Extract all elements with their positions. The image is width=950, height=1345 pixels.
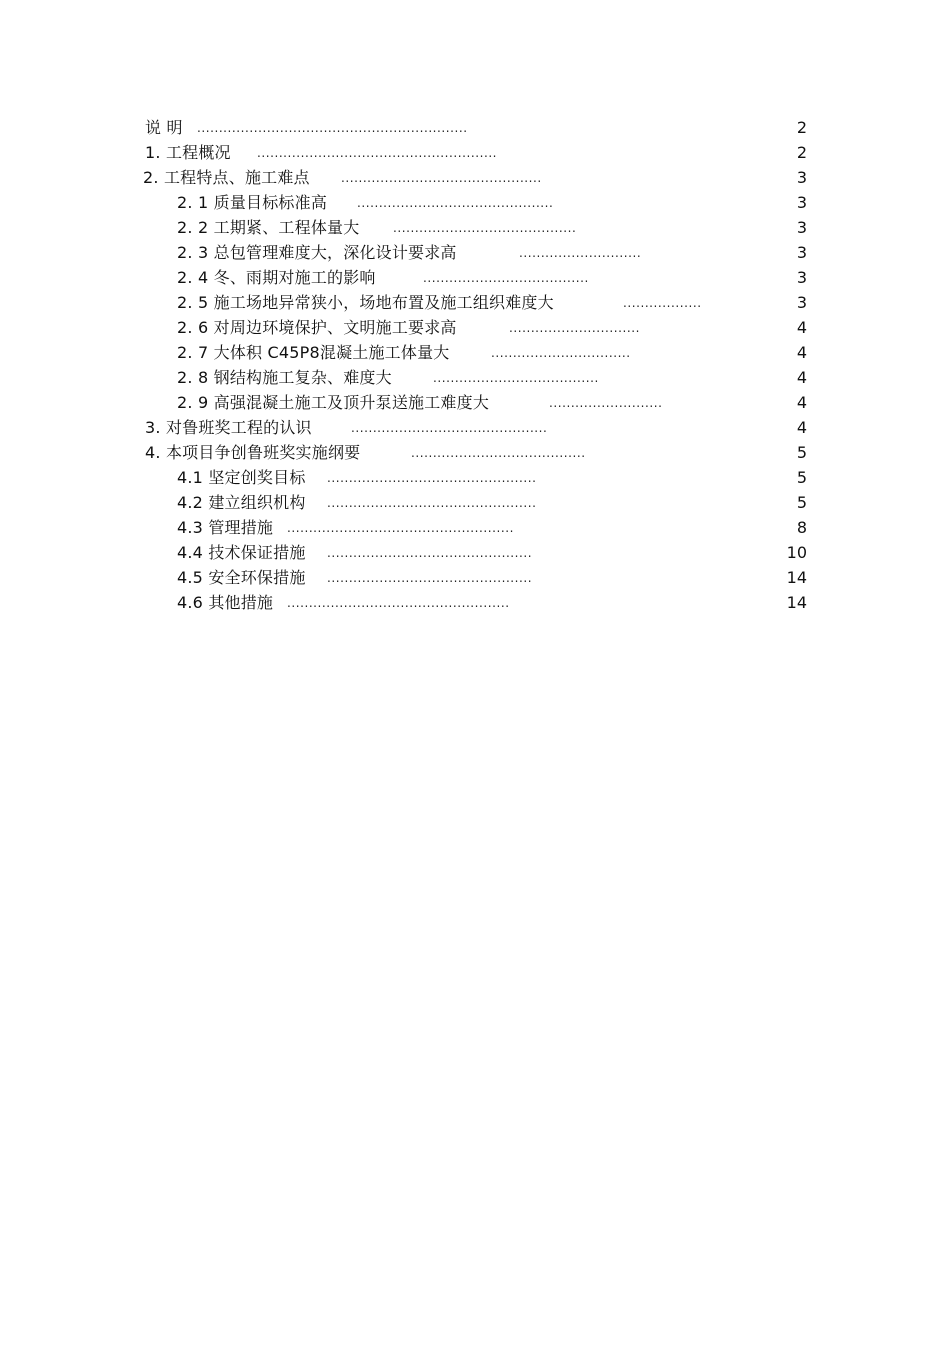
toc-page-number: 2 [796, 143, 807, 162]
toc-page-number: 4 [796, 318, 807, 337]
toc-entry-title: 2. 9 高强混凝土施工及顶升泵送施工难度大 [177, 393, 490, 412]
toc-entry-2-7[interactable] [0, 341, 950, 365]
toc-page-number: 3 [796, 243, 807, 262]
toc-leader-dots: ............................ [519, 246, 642, 260]
toc-page-number: 3 [796, 293, 807, 312]
toc-entry-title: 2. 8 钢结构施工复杂、难度大 [177, 368, 392, 387]
toc-entry-4-2[interactable] [0, 491, 950, 515]
toc-leader-dots: ....................................................... [257, 146, 498, 160]
toc-leader-dots: ...................................... [423, 271, 589, 285]
toc-page-number: 5 [796, 493, 807, 512]
toc-page-number: 5 [796, 443, 807, 462]
toc-leader-dots: ............................................. [351, 421, 548, 435]
toc-leader-dots: .................. [623, 296, 702, 310]
toc-leader-dots: .................................................... [287, 521, 514, 535]
toc-entry-title: 4.1 坚定创奖目标 [177, 468, 306, 487]
toc-entry-title: 2. 1 质量目标标准高 [177, 193, 328, 212]
toc-entry-title: 4.2 建立组织机构 [177, 493, 306, 512]
toc-leader-dots: ............................................... [327, 571, 533, 585]
toc-entry-title: 4.5 安全环保措施 [177, 568, 306, 587]
toc-entry-1[interactable] [0, 141, 950, 165]
toc-entry-4-6[interactable] [0, 591, 950, 615]
toc-page-number: 14 [786, 568, 807, 587]
toc-entry-title: 2. 2 工期紧、工程体量大 [177, 218, 360, 237]
toc-entry-2-3[interactable] [0, 241, 950, 265]
toc-entry-2[interactable] [0, 166, 950, 190]
toc-entry-2-9[interactable] [0, 391, 950, 415]
toc-leader-dots: ................................................ [327, 496, 537, 510]
toc-page-number: 14 [786, 593, 807, 612]
toc-entry-title: 4.6 其他措施 [177, 593, 274, 612]
toc-leader-dots: .......................................... [393, 221, 577, 235]
toc-page-number: 3 [796, 218, 807, 237]
toc-page-number: 10 [786, 543, 807, 562]
toc-page-number: 5 [796, 468, 807, 487]
toc-leader-dots: ................................ [491, 346, 631, 360]
toc-entry-title: 2. 7 大体积 C45P8混凝土施工体量大 [177, 343, 450, 362]
toc-leader-dots: ............................................... [327, 546, 533, 560]
toc-entry-2-6[interactable] [0, 316, 950, 340]
toc-leader-dots: .............................. [509, 321, 640, 335]
toc-entry-title: 4.3 管理措施 [177, 518, 274, 537]
toc-entry-title: 1. 工程概况 [145, 143, 231, 162]
toc-entry-4[interactable] [0, 441, 950, 465]
toc-entry-title: 说 明 [145, 118, 183, 137]
toc-page-number: 4 [796, 393, 807, 412]
toc-entry-4-1[interactable] [0, 466, 950, 490]
toc-page-number: 2 [796, 118, 807, 137]
toc-entry-title: 2. 3 总包管理难度大，深化设计要求高 [177, 243, 457, 262]
toc-entry-2-8[interactable] [0, 366, 950, 390]
toc-entry-4-5[interactable] [0, 566, 950, 590]
toc-entry-2-5[interactable] [0, 291, 950, 315]
toc-page-number: 4 [796, 368, 807, 387]
toc-leader-dots: ................................................... [287, 596, 510, 610]
toc-entry-2-2[interactable] [0, 216, 950, 240]
toc-leader-dots: .............................................. [341, 171, 542, 185]
toc-leader-dots: ...................................... [433, 371, 599, 385]
toc-entry-preface[interactable] [0, 116, 950, 140]
toc-entry-title: 3. 对鲁班奖工程的认识 [145, 418, 312, 437]
toc-entry-4-4[interactable] [0, 541, 950, 565]
toc-page-number: 3 [796, 168, 807, 187]
toc-leader-dots: ............................................. [357, 196, 554, 210]
toc-page-number: 4 [796, 418, 807, 437]
toc-entry-title: 2. 5 施工场地异常狭小，场地布置及施工组织难度大 [177, 293, 554, 312]
toc-entry-2-4[interactable] [0, 266, 950, 290]
toc-entry-title: 4.4 技术保证措施 [177, 543, 306, 562]
toc-page-number: 4 [796, 343, 807, 362]
toc-page-number: 3 [796, 193, 807, 212]
toc-entry-3[interactable] [0, 416, 950, 440]
toc-entry-2-1[interactable] [0, 191, 950, 215]
toc-entry-4-3[interactable] [0, 516, 950, 540]
toc-page-number: 8 [796, 518, 807, 537]
toc-leader-dots: .......................... [549, 396, 663, 410]
toc-leader-dots: .............................................................. [197, 121, 468, 135]
toc-entry-title: 2. 6 对周边环境保护、文明施工要求高 [177, 318, 457, 337]
toc-entry-title: 2. 工程特点、施工难点 [143, 168, 310, 187]
toc-entry-title: 2. 4 冬、雨期对施工的影响 [177, 268, 376, 287]
toc-page-number: 3 [796, 268, 807, 287]
toc-entry-title: 4. 本项目争创鲁班奖实施纲要 [145, 443, 361, 462]
toc-leader-dots: ........................................ [411, 446, 586, 460]
toc-leader-dots: ................................................ [327, 471, 537, 485]
